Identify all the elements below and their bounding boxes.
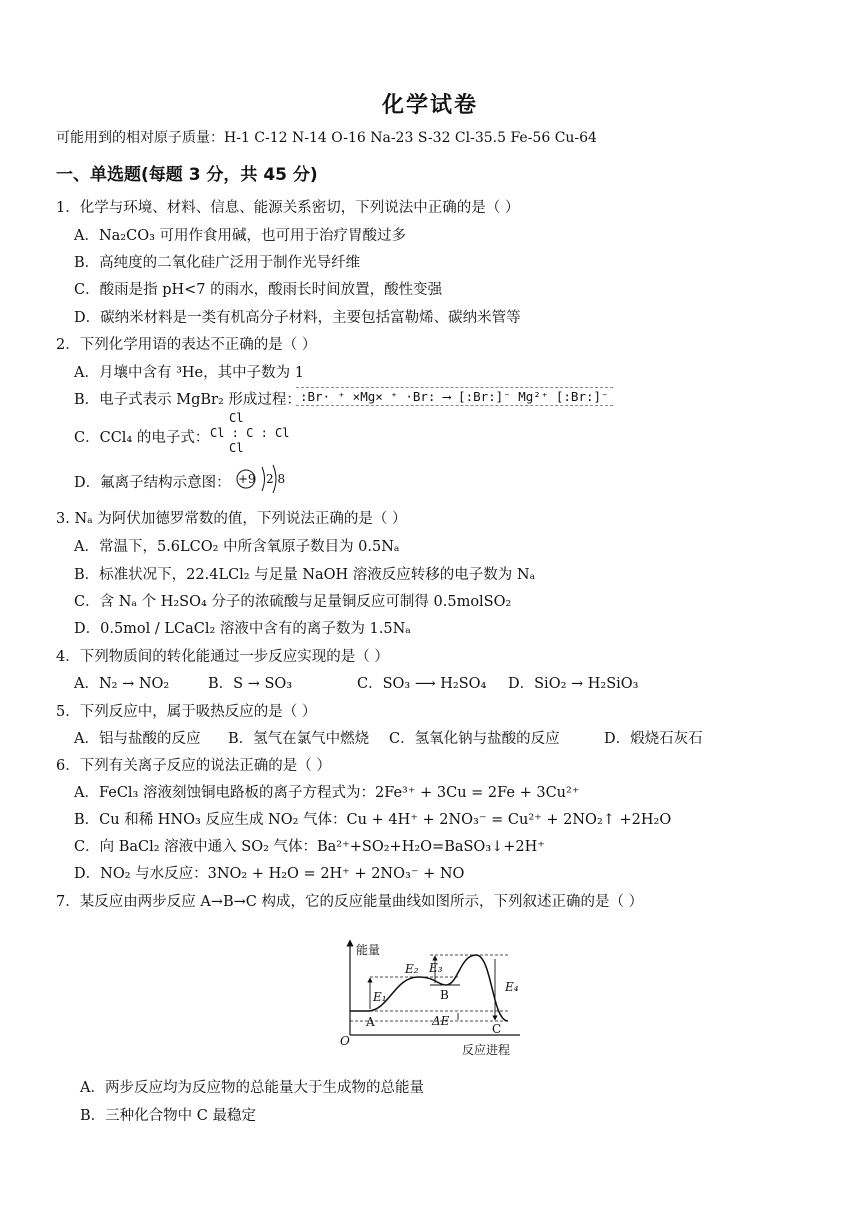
fluoride-shells: 2 8 — [266, 472, 286, 486]
q5-option-d: D．煅烧石灰石 — [604, 731, 703, 747]
q6-option-c: C．向 BaCl₂ 溶液中通入 SO₂ 气体：Ba²⁺+SO₂+H₂O=BaSO₃↓+2H⁺ — [74, 839, 545, 855]
q5-option-a: A．铝与盐酸的反应 — [74, 731, 201, 747]
section-heading: 一、单选题(每题 3 分，共 45 分) — [56, 165, 318, 185]
diagram-origin: O — [340, 1034, 350, 1048]
q4-option-b: B．S → SO₃ — [208, 676, 293, 692]
q7-option-a: A．两步反应均为反应物的总能量大于生成物的总能量 — [80, 1080, 424, 1096]
q3-option-a: A．常温下，5.6LCO₂ 中所含氧原子数目为 0.5Nₐ — [74, 539, 400, 555]
label-B: B — [440, 988, 449, 1002]
label-E3: E₃ — [429, 961, 443, 975]
ccl4-top-cl: Cl — [229, 411, 244, 425]
mgbr2-formation-process: :Br· ⁺ ×Mg× ⁺ ·Br: ⟶ [:Br:]⁻ Mg²⁺ [:Br:]⁻ — [296, 387, 613, 406]
q2-option-d: D．氟离子结构示意图： — [74, 475, 231, 491]
label-C: C — [492, 1022, 502, 1036]
q6-option-a: A．FeCl₃ 溶液刻蚀铜电路板的离子方程式为：2Fe³⁺ + 3Cu = 2Fe + 3Cu²⁺ — [74, 785, 580, 801]
q7-option-b: B．三种化合物中 C 最稳定 — [80, 1108, 256, 1124]
q1-option-a: A．Na₂CO₃ 可用作食用碱，也可用于治疗胃酸过多 — [74, 228, 407, 244]
question-7-stem: 7．某反应由两步反应 A→B→C 构成，它的反应能量曲线如图所示，下列叙述正确的是（ ） — [56, 894, 644, 910]
q2-option-c: C．CCl₄ 的电子式： — [74, 430, 210, 446]
label-dE: ΔE — [432, 1014, 450, 1028]
q4-option-a: A．N₂ → NO₂ — [74, 676, 170, 692]
question-4-stem: 4．下列物质间的转化能通过一步反应实现的是（ ） — [56, 649, 389, 665]
label-E4: E₄ — [505, 980, 519, 994]
q3-option-b: B．标准状况下，22.4LCl₂ 与足量 NaOH 溶液反应转移的电子数为 Nₐ — [74, 567, 536, 583]
q1-option-b: B．高纯度的二氧化硅广泛用于制作光导纤维 — [74, 255, 361, 271]
ccl4-middle: Cl : C : Cl — [210, 426, 290, 440]
label-A: A — [366, 1015, 375, 1029]
q4-option-c: C．SO₃ ⟶ H₂SO₄ — [357, 676, 487, 692]
question-1-stem: 1．化学与环境、材料、信息、能源关系密切，下列说法中正确的是（ ） — [56, 200, 520, 216]
fluoride-nucleus: +9 — [238, 472, 256, 486]
q4-option-d: D．SiO₂ → H₂SiO₃ — [508, 676, 639, 692]
q6-option-b: B．Cu 和稀 HNO₃ 反应生成 NO₂ 气体：Cu + 4H⁺ + 2NO₃⁻ = Cu²⁺ + 2NO₂↑ +2H₂O — [74, 812, 672, 828]
label-E1: E₁ — [373, 990, 387, 1004]
q1-option-c: C．酸雨是指 pH<7 的雨水，酸雨长时间放置，酸性变强 — [74, 282, 443, 298]
diagram-xlabel: 反应进程 — [462, 1043, 511, 1057]
question-6-stem: 6．下列有关离子反应的说法正确的是（ ） — [56, 758, 331, 774]
q3-option-c: C．含 Nₐ 个 H₂SO₄ 分子的浓硫酸与足量铜反应可制得 0.5molSO₂ — [74, 594, 512, 610]
q5-option-b: B．氢气在氯气中燃烧 — [228, 731, 370, 747]
atomic-masses: 可能用到的相对原子质量：H-1 C-12 N-14 O-16 Na-23 S-32 Cl-35.5 Fe-56 Cu-64 — [56, 130, 597, 146]
ccl4-bottom-cl: Cl — [229, 441, 244, 455]
question-5-stem: 5．下列反应中，属于吸热反应的是（ ） — [56, 704, 317, 720]
q3-option-d: D．0.5mol / LCaCl₂ 溶液中含有的离子数为 1.5Nₐ — [74, 621, 411, 637]
diagram-ylabel: 能量 — [356, 943, 381, 957]
page-title: 化学试卷 — [381, 93, 478, 118]
question-2-stem: 2．下列化学用语的表达不正确的是（ ） — [56, 337, 317, 353]
q6-option-d: D．NO₂ 与水反应：3NO₂ + H₂O = 2H⁺ + 2NO₃⁻ + NO — [74, 866, 465, 882]
q2-option-a: A．月壤中含有 ³He，其中子数为 1 — [74, 365, 304, 381]
q5-option-c: C．氢氧化钠与盐酸的反应 — [389, 731, 560, 747]
q2-option-b: B．电子式表示 MgBr₂ 形成过程： — [74, 392, 301, 408]
q1-option-d: D．碳纳米材料是一类有机高分子材料，主要包括富勒烯、碳纳米管等 — [74, 310, 521, 326]
label-E2: E₂ — [405, 962, 419, 976]
question-3-stem: 3. Nₐ 为阿伏加德罗常数的值，下列说法正确的是（ ） — [56, 511, 407, 527]
